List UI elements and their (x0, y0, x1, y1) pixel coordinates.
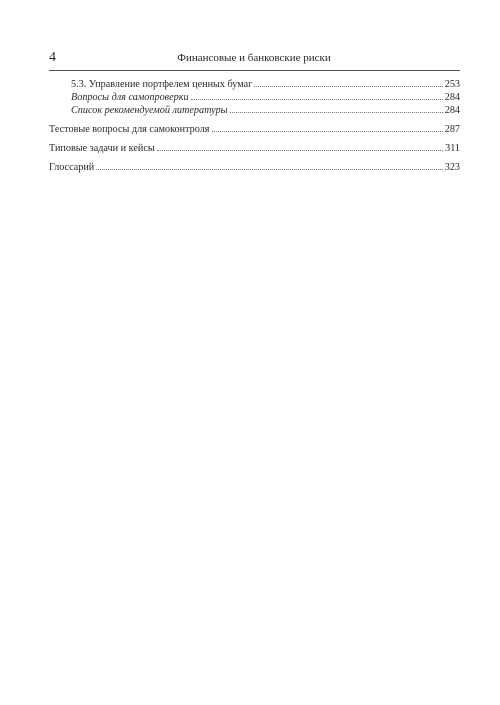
toc-entry-title: Список рекомендуемой литературы (71, 105, 228, 116)
header-rule (49, 70, 460, 71)
page-number: 4 (49, 50, 56, 65)
toc-entry-test-questions[interactable] (49, 123, 460, 136)
toc-entry-page: 311 (445, 143, 460, 154)
dot-leader (212, 131, 443, 132)
toc-entry-page: 284 (444, 92, 460, 103)
toc-entry-page: 287 (444, 124, 460, 135)
dot-leader (254, 86, 442, 87)
toc-entry-page: 253 (444, 79, 460, 90)
toc-entry-typical-tasks[interactable] (49, 142, 460, 155)
page-header (49, 50, 459, 66)
toc-entry-title: Тестовые вопросы для самоконтроля (49, 124, 210, 135)
toc-entry-page: 284 (444, 105, 460, 116)
dot-leader (157, 150, 443, 151)
toc-entry-self-check-questions[interactable] (49, 91, 460, 104)
dot-leader (191, 99, 443, 100)
dot-leader (96, 169, 442, 170)
dot-leader (230, 112, 443, 113)
toc-entry-recommended-literature[interactable] (49, 104, 460, 117)
toc-entry-glossary[interactable] (49, 161, 460, 174)
running-title: Финансовые и банковские риски (177, 52, 331, 64)
toc-entry-title: 5.3. Управление портфелем ценных бумаг (71, 79, 253, 90)
toc-entry-page: 323 (444, 162, 460, 173)
toc-entry-portfolio-management[interactable] (49, 78, 460, 91)
toc-entry-title: Типовые задачи и кейсы (49, 143, 155, 154)
table-of-contents (49, 78, 460, 174)
toc-entry-title: Вопросы для самопроверки (71, 92, 189, 103)
toc-entry-title: Глоссарий (49, 162, 95, 173)
